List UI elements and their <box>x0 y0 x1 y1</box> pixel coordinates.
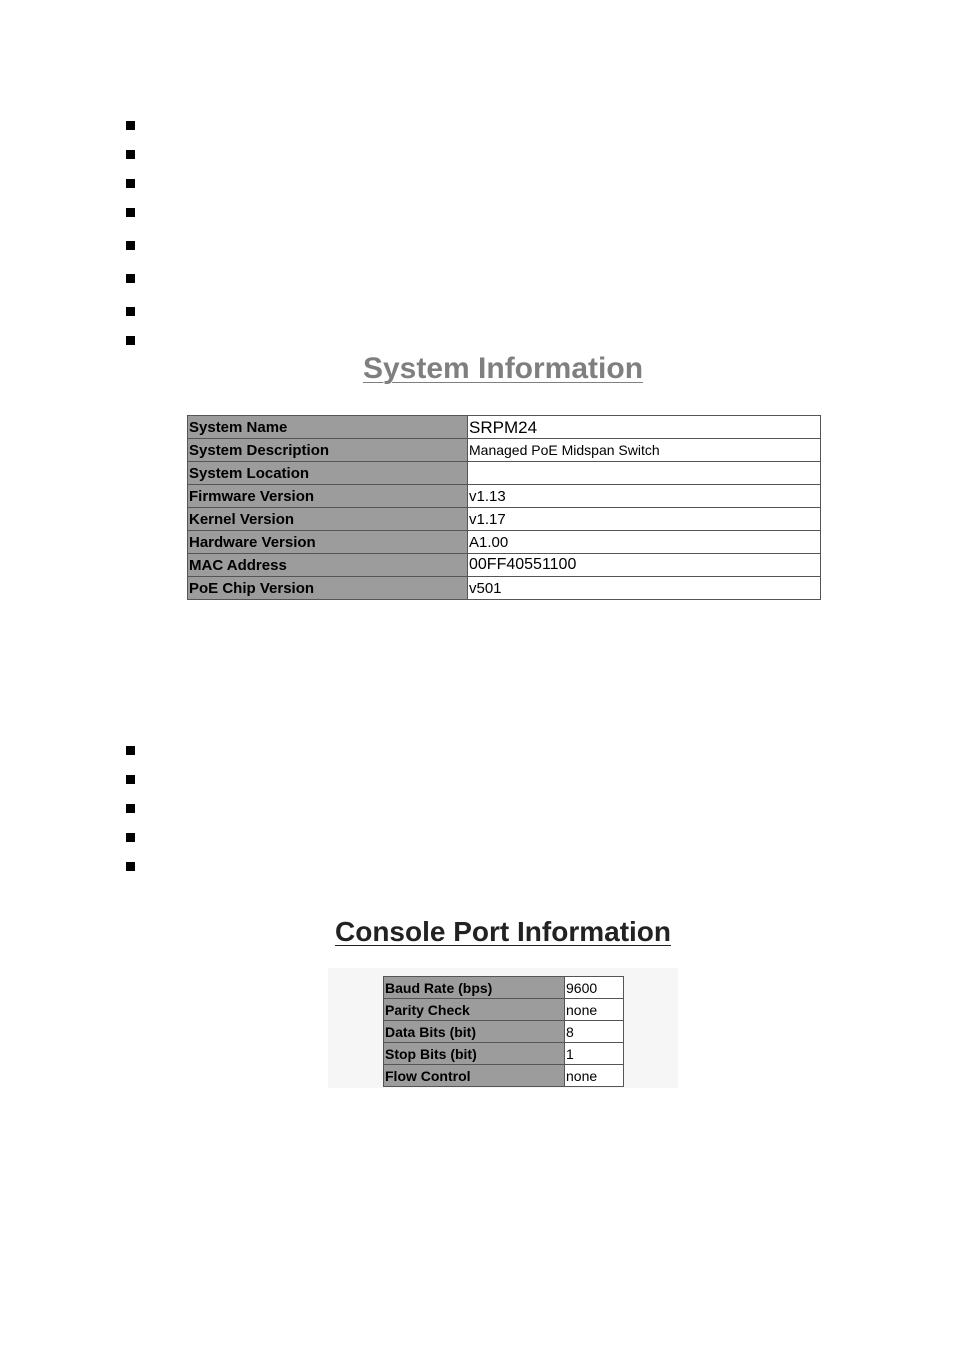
table-row <box>188 554 821 577</box>
flow-control-value: none <box>565 1065 624 1087</box>
system-location-label: System Location <box>188 462 468 485</box>
baud-rate-label: Baud Rate (bps) <box>384 977 565 999</box>
table-row <box>384 1065 624 1087</box>
square-bullet-icon <box>126 179 135 188</box>
square-bullet-icon <box>126 336 135 345</box>
table-row <box>188 577 821 600</box>
console-port-information-title: Console Port Information <box>335 916 671 947</box>
table-row <box>188 439 821 462</box>
square-bullet-icon <box>126 775 135 784</box>
system-information-table <box>187 415 821 600</box>
system-name-value: SRPM24 <box>468 416 821 439</box>
square-bullet-icon <box>126 150 135 159</box>
table-row <box>384 1021 624 1043</box>
square-bullet-icon <box>126 307 135 316</box>
hardware-version-label: Hardware Version <box>188 531 468 554</box>
square-bullet-icon <box>126 746 135 755</box>
parity-check-label: Parity Check <box>384 999 565 1021</box>
stop-bits-label: Stop Bits (bit) <box>384 1043 565 1065</box>
table-row <box>188 508 821 531</box>
system-name-label: System Name <box>188 416 468 439</box>
table-row <box>188 531 821 554</box>
data-bits-value: 8 <box>565 1021 624 1043</box>
stop-bits-value: 1 <box>565 1043 624 1065</box>
mac-address-value: 00FF40551100 <box>468 554 821 577</box>
square-bullet-icon <box>126 833 135 842</box>
square-bullet-icon <box>126 121 135 130</box>
kernel-version-value: v1.17 <box>468 508 821 531</box>
table-row <box>384 1043 624 1065</box>
baud-rate-value: 9600 <box>565 977 624 999</box>
system-information-title: System Information <box>362 352 644 385</box>
square-bullet-icon <box>126 862 135 871</box>
parity-check-value: none <box>565 999 624 1021</box>
system-location-value <box>468 462 821 485</box>
table-row <box>188 416 821 439</box>
square-bullet-icon <box>126 804 135 813</box>
table-row <box>188 462 821 485</box>
square-bullet-icon <box>126 274 135 283</box>
firmware-version-value: v1.13 <box>468 485 821 508</box>
mac-address-label: MAC Address <box>188 554 468 577</box>
system-description-label: System Description <box>188 439 468 462</box>
poe-chip-version-value: v501 <box>468 577 821 600</box>
firmware-version-label: Firmware Version <box>188 485 468 508</box>
table-row <box>188 485 821 508</box>
square-bullet-icon <box>126 241 135 250</box>
system-description-value: Managed PoE Midspan Switch <box>468 439 821 462</box>
hardware-version-value: A1.00 <box>468 531 821 554</box>
table-row <box>384 999 624 1021</box>
data-bits-label: Data Bits (bit) <box>384 1021 565 1043</box>
table-row <box>384 977 624 999</box>
console-port-information-table <box>383 976 624 1087</box>
square-bullet-icon <box>126 208 135 217</box>
kernel-version-label: Kernel Version <box>188 508 468 531</box>
flow-control-label: Flow Control <box>384 1065 565 1087</box>
poe-chip-version-label: PoE Chip Version <box>188 577 468 600</box>
